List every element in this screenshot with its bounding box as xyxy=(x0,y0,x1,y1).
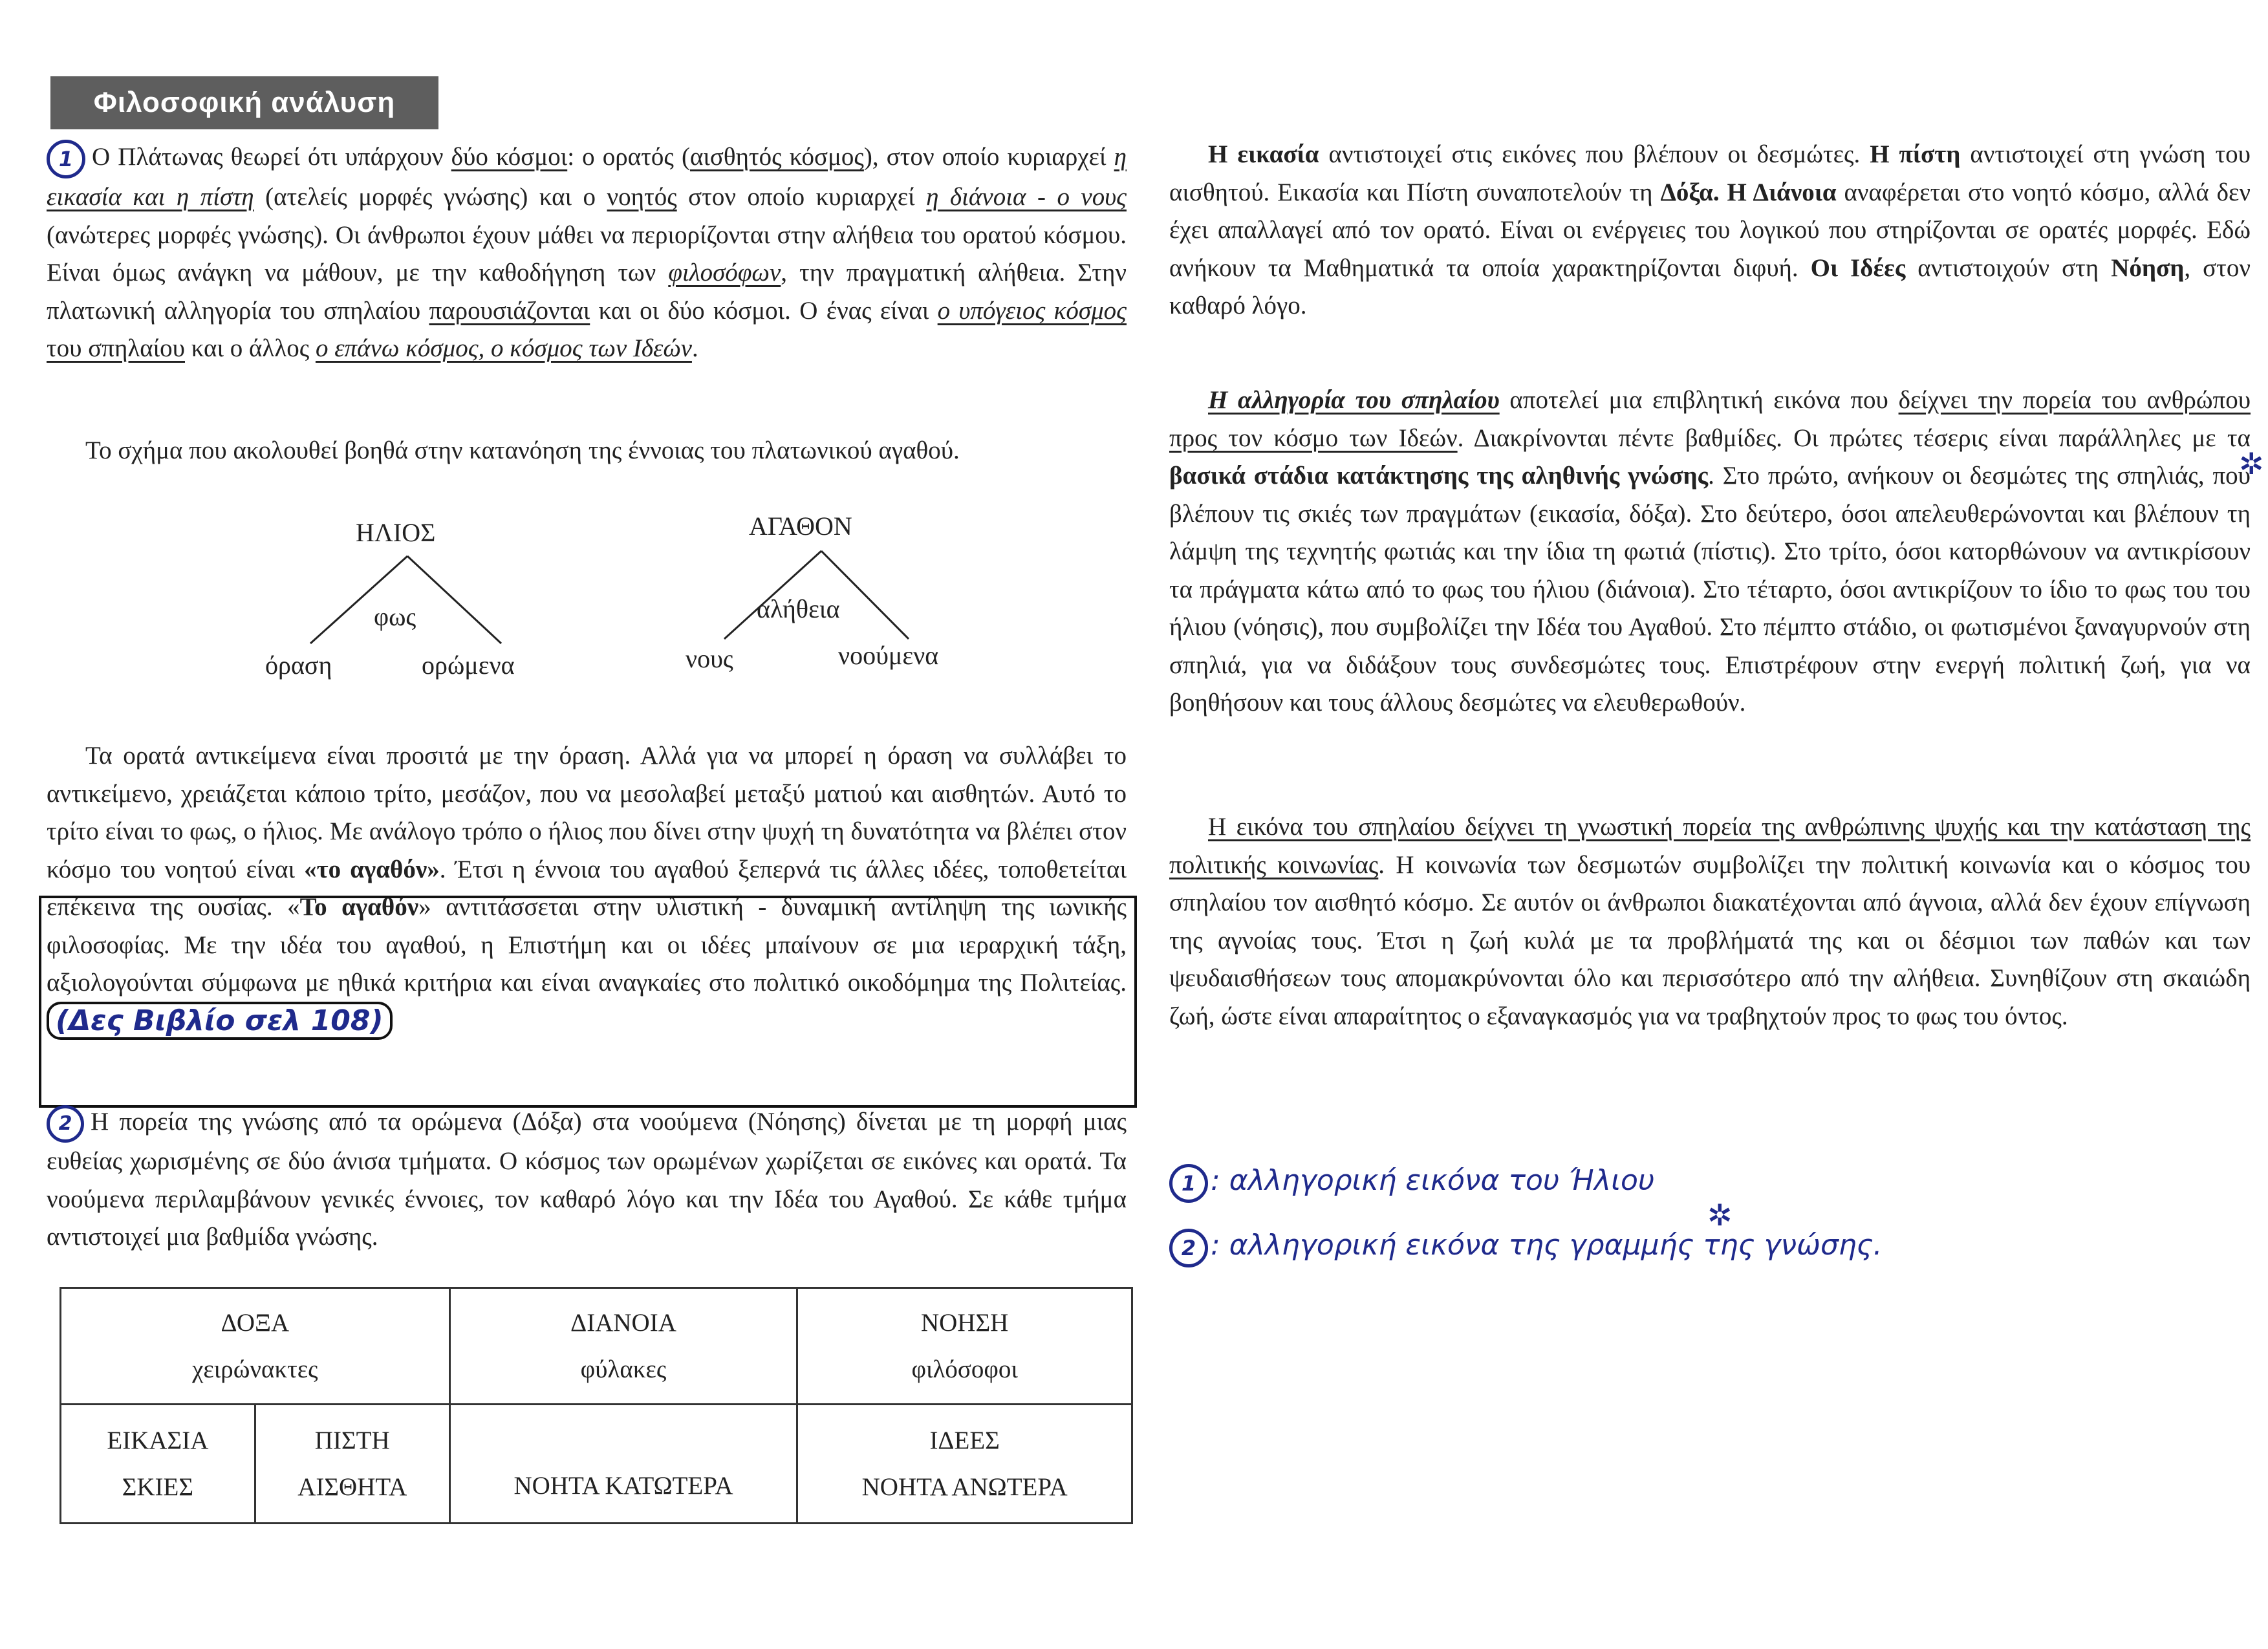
text: αντιστοιχούν στη xyxy=(1905,253,2111,282)
handwritten-number: 2 xyxy=(1169,1229,1208,1267)
text: Τα ορατά αντικείμενα είναι προσιτά με την όραση. Αλλά για να μπορεί η όραση να συλλάβει το αντικείμενο, χρειάζεται κάποιο τρίτο, μεσάζον, που να μεσολαβεί μεταξύ ματιού και αισθητών. Αυτό το τρίτο είναι το φως, ο ήλιος. Με ανάλογο τρόπο ο ήλιος που δίνει στην ψυχή τη δυνατότητα να βλέπει στον κόσμο του νοητού είναι xyxy=(47,742,1127,883)
bold-text: Οι Ιδέες xyxy=(1810,253,1906,282)
good-diagram xyxy=(673,504,996,692)
cell-sublabel: ΑΙΣΘΗΤΑ xyxy=(297,1472,407,1501)
handwritten-text: : αλληγορική εικόνα του Ήλιου xyxy=(1211,1164,1655,1198)
bold-text: Η πίστη xyxy=(1870,140,1961,168)
underlined-text: παρουσιάζονται xyxy=(429,296,590,325)
underlined-text: του σπηλαίου xyxy=(47,334,185,363)
text: αποτελεί μια επιβλητική εικόνα που xyxy=(1499,386,1899,414)
underlined-text: ο υπόγειος κόσμος xyxy=(937,296,1127,325)
table-cell-doxa xyxy=(61,1288,450,1405)
text: αναφέρεται στο νοητό κόσμο, αλλά δεν έχει απαλλαγεί από τον ορατό. Είναι οι ενέργειες του λογικού που στηρίζονται σε ορατές μορφές. Εδώ ανήκουν τα Μαθηματικά τα οποία χαρακτηρίζονται διφυή. xyxy=(1169,178,2251,282)
text: και ο άλλος xyxy=(185,334,316,363)
left-paragraph-2: Το σχήμα που ακολουθεί βοηθά στην κατανόηση της έννοιας του πλατωνικού αγαθού. xyxy=(85,436,960,464)
table-cell-dianoia xyxy=(449,1288,797,1405)
cell-sublabel: ΣΚΙΕΣ xyxy=(122,1472,194,1501)
text: (ατελείς μορφές γνώσης) και ο xyxy=(254,183,607,211)
cell-sublabel: φύλακες xyxy=(580,1355,667,1383)
bold-text: «το αγαθόν» xyxy=(304,855,440,883)
text: ), στον οποίο κυριαρχεί xyxy=(863,143,1114,171)
underlined-text: αισθητός κόσμος xyxy=(689,143,864,171)
handwritten-text: : αλληγορική εικόνα της γραμμής της γνώσης. xyxy=(1211,1229,1883,1262)
cell-label: ΕΙΚΑΣΙΑ xyxy=(107,1426,209,1454)
text: στον οποίο κυριαρχεί xyxy=(676,183,927,211)
diagram-left-label: όραση xyxy=(265,651,332,680)
underlined-text: δείχνει την πορεία του ανθρώπου προς τον κόσμο των Ιδεών xyxy=(1169,386,2251,452)
handwritten-note-2 xyxy=(1169,1229,1883,1267)
text: (ανώτερες μορφές γνώσης). Οι άνθρωποι έχουν μάθει να περιορίζονται στην αλήθεια του ορατού κόσμου. Είναι όμως ανάγκη να μάθουν, με την καθοδήγηση των xyxy=(47,221,1127,287)
underlined-text: ο επάνω κόσμος, ο κόσμος των Ιδεών xyxy=(315,334,692,363)
cell-label: ΔΙΑΝΟΙΑ xyxy=(570,1308,676,1337)
cell-sublabel: ΝΟΗΤΑ ΑΝΩΤΕΡΑ xyxy=(861,1472,1068,1501)
table-cell-pisti xyxy=(255,1405,449,1524)
diagram-right-label: ορώμενα xyxy=(422,651,515,680)
underlined-text: φιλοσόφων xyxy=(668,259,781,287)
right-paragraph-2 xyxy=(1169,382,2251,722)
bold-text: βασικά στάδια κατάκτησης της αληθινής γνώσης xyxy=(1169,462,1709,490)
left-paragraph-4 xyxy=(47,1103,1127,1256)
text: . Στο πρώτο, ανήκουν οι δεσμώτες της σπηλιάς, που βλέπουν τις σκιές των πραγμάτων (εικασία, δόξα). Στο δεύτερο, όσοι απελευθερώνονται και βλέπουν τη λάμψη της τεχνητής φωτιάς και την ίδια τη φωτιά (πίστις). Στο τρίτο, όσοι κατορθώνουν να αντικρίσουν τα πράγματα κάτω από το φως του ήλιου (διάνοια). Στο τέταρτο, όσοι αντικρίζουν το ίδιο το φως του του ήλιου (νόησις), που συμβολίζει την Ιδέα του Αγαθού. Στο πέμπτο στάδιο, οι φωτισμένοι ξαναγυρνούν στη σπηλιά, για να διδάξουν τους συνδεσμώτες τους. Επιστρέφουν στην ενεργή πολιτική ζωή, για να βοηθήσουν και τους άλλους δεσμώτες να ελευθερωθούν. xyxy=(1169,462,2251,717)
right-paragraph-1 xyxy=(1169,136,2251,325)
cell-sublabel: χειρώνακτες xyxy=(192,1355,318,1383)
handwritten-star-icon: ✲ xyxy=(2239,446,2264,481)
right-paragraph-3 xyxy=(1169,808,2251,1035)
diagram-top-label: ΗΛΙΟΣ xyxy=(356,518,436,547)
underlined-bold-text: Η αλληγορία του σπηλαίου xyxy=(1208,386,1500,414)
text: . Διακρίνονται πέντε βαθμίδες. Οι πρώτες τέσερις είναι παράλληλες με τα xyxy=(1457,424,2251,452)
text: Η πορεία της γνώσης από τα ορώμενα (Δόξα) στα νοούμενα (Νόησης) δίνεται με τη μορφή μιας ευθείας χωρισμένης σε δύο άνισα τμήματα. Ο κόσμος των ορωμένων χωρίζεται σε εικόνες και ορατά. Τα νοούμενα περιλαμβάνουν γενικές έννοιες, τον καθαρό λόγο και την Ιδέα του Αγαθού. Σε κάθε τμήμα αντιστοιχεί μια βαθμίδα γνώσης. xyxy=(47,1108,1127,1251)
underlined-text: Η εικόνα του σπηλαίου δείχνει τη γνωστική πορεία της ανθρώπινης ψυχής και την κατάσταση της πολιτικής κοινωνίας xyxy=(1169,813,2251,879)
underlined-text: η διάνοια - ο νους xyxy=(926,183,1127,211)
underlined-text: η εικασία και η πίστη xyxy=(47,143,1127,211)
cell-label: ΙΔΕΕΣ xyxy=(929,1426,1000,1454)
text: αντιστοιχεί στη γνώση του αισθητού. Εικασία και Πίστη συναποτελούν τη xyxy=(1169,140,2251,206)
diagram-top-label: ΑΓΑΘΟΝ xyxy=(749,512,852,541)
handwritten-star-icon: ✲ xyxy=(1707,1198,1733,1233)
text: : ο ορατός ( xyxy=(567,143,690,171)
bold-text: Δόξα. Η Διάνοια xyxy=(1660,178,1837,206)
table-cell-eikasia xyxy=(61,1405,255,1524)
table-cell-noita-katotera xyxy=(449,1405,797,1524)
hand-drawn-box xyxy=(39,896,1137,1108)
text: Ο Πλάτωνας θεωρεί ότι υπάρχουν xyxy=(92,143,451,171)
diagram-right-label: νοούμενα xyxy=(838,641,939,670)
bold-text: Νόηση xyxy=(2111,253,2185,282)
handwritten-note-1 xyxy=(1169,1164,1654,1203)
text: . Η κοινωνία των δεσμωτών συμβολίζει την πολιτική κοινωνία και ο κόσμος του σπηλαίου τον αισθητό κόσμο. Σε αυτόν οι άνθρωποι διακατέχονται από άγνοια, αλλά δεν έχουν επίγνωση της αγνοίας τους. Έτσι η ζωή κυλά με τα προβλήματά της και οι δέσμιοι των παθών και των ψευδαισθήσεων τους απομακρύνονται όλο και περισσότερο από την αλήθεια. Συνηθίζουν στη σκαιώδη ζωή, ώστε είναι απαραίτητος ο εξαναγκασμός για να τραβηχτούν προς το φως του όντος. xyxy=(1169,850,2251,1030)
diagram-left-label: νους xyxy=(686,644,733,673)
cell-sublabel: φιλόσοφοι xyxy=(911,1355,1018,1383)
text: αντιστοιχεί στις εικόνες που βλέπουν οι δεσμώτες. xyxy=(1319,140,1870,168)
handwritten-number: 1 xyxy=(1169,1164,1208,1203)
text: » αντιτάσσεται στην υλιστική - δυναμική αντίληψη της ιωνικής φιλοσοφίας. Με την ιδέα του αγαθού, η Επιστήμη και οι ιδέες μπαίνουν σε μια ιεραρχική τάξη, αξιολογούνται σύμφωνα με ηθικά κριτήρια και είναι αναγκαίες στο πολιτικό οικοδόμημα της Πολιτείας. xyxy=(47,893,1127,997)
handwritten-number-1: 1 xyxy=(47,140,85,178)
bold-text: Η εικασία xyxy=(1208,140,1319,168)
sun-diagram xyxy=(252,511,563,692)
handwritten-number-2: 2 xyxy=(47,1105,84,1143)
bold-text: Το αγαθόν xyxy=(299,893,419,921)
underlined-text: νοητός xyxy=(607,183,677,211)
text: . Έτσι η έννοια του αγαθού ξεπερνά τις άλλες ιδέες, τοποθετείται επέκεινα της ουσίας. « xyxy=(47,855,1127,921)
section-title: Φιλοσοφική ανάλυση xyxy=(50,76,438,129)
knowledge-levels-table xyxy=(59,1287,1133,1524)
left-paragraph-1 xyxy=(47,138,1127,368)
cell-label: ΝΟΗΣΗ xyxy=(920,1308,1009,1337)
text: και οι δύο κόσμοι. Ο ένας είναι xyxy=(590,296,938,325)
table-cell-idees xyxy=(797,1405,1132,1524)
cell-label: ΝΟΗΤΑ ΚΑΤΩΤΕΡΑ xyxy=(513,1472,733,1500)
table-cell-noisi xyxy=(797,1288,1132,1405)
underlined-text: δύο κόσμοι xyxy=(451,143,568,171)
handwritten-book-note: (Δες Βιβλίο σελ 108) xyxy=(47,1002,393,1040)
cell-label: ΔΟΞΑ xyxy=(221,1308,290,1337)
diagram-middle-label: φως xyxy=(374,602,416,631)
text: . xyxy=(691,334,698,363)
diagram-middle-label: αλήθεια xyxy=(757,594,840,623)
cell-label: ΠΙΣΤΗ xyxy=(314,1426,390,1454)
text: , στον καθαρό λόγο. xyxy=(1169,253,2251,319)
text: , την πραγματική αλήθεια. Στην πλατωνική αλληγορία του σπηλαίου xyxy=(47,259,1127,325)
